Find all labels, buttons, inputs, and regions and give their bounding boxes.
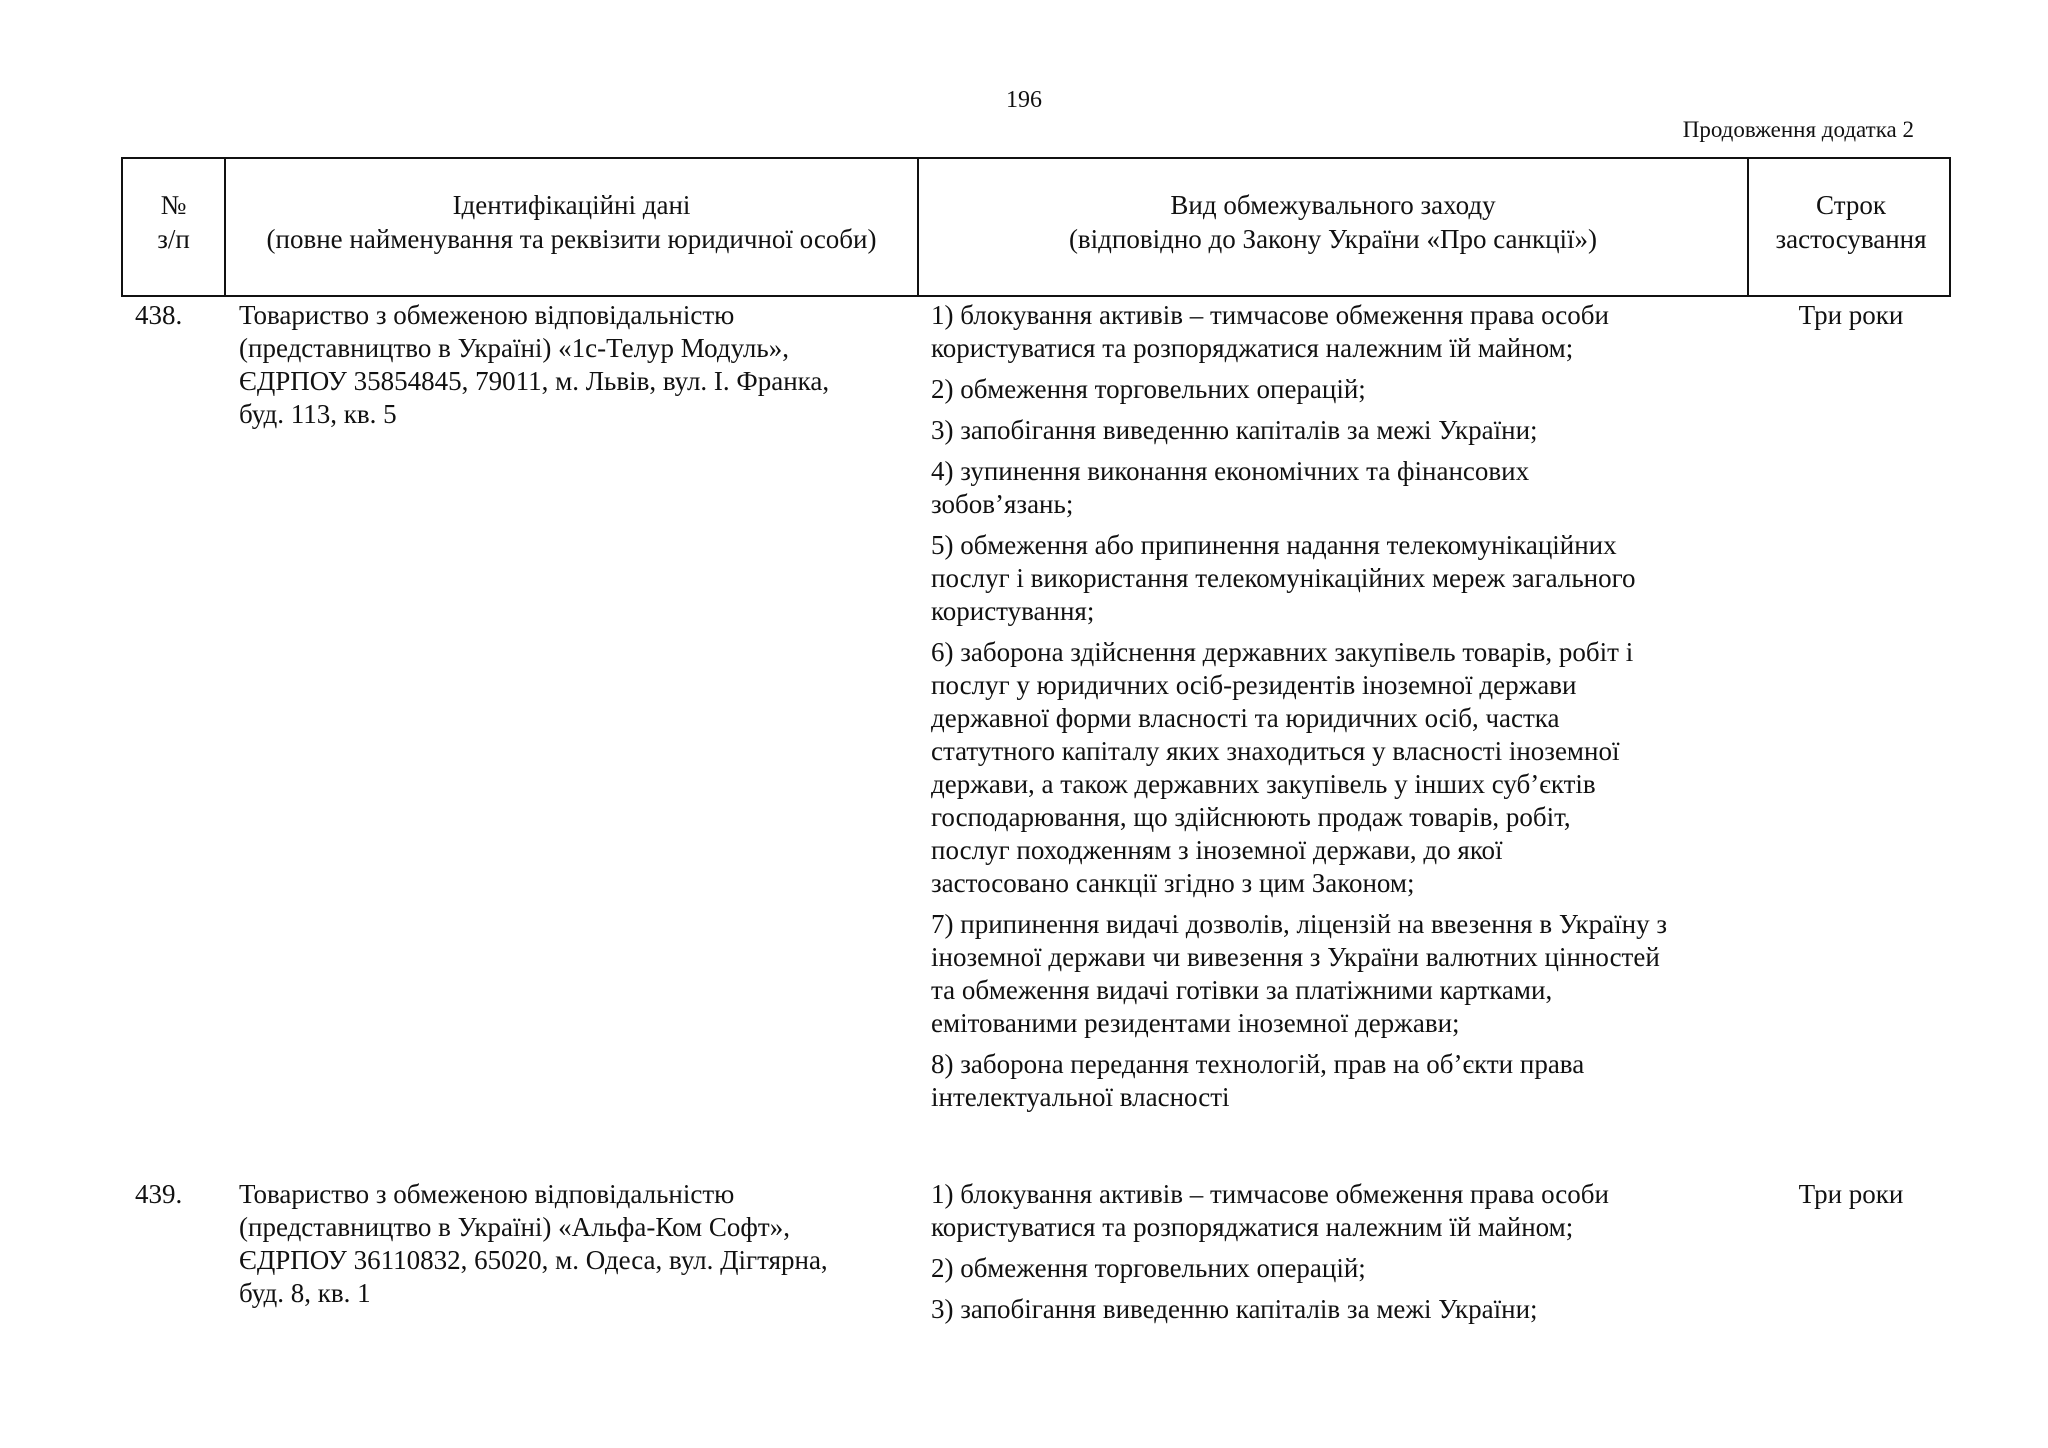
measure-line: послуг походженням з іноземної держави, до якої xyxy=(931,835,1503,865)
header-term-line-2: застосування xyxy=(1775,224,1927,254)
measure-line: іноземної держави чи вивезення з України валютних цінностей xyxy=(931,942,1660,972)
measure-item xyxy=(931,373,1733,406)
header-measure-line-1: Вид обмежувального заходу xyxy=(1170,190,1496,220)
measure-line: зобов’язань; xyxy=(931,489,1074,519)
table-row xyxy=(121,1178,1951,1334)
measure-item xyxy=(931,299,1733,365)
measure-line: послуг у юридичних осіб-резидентів іноземної держави xyxy=(931,670,1577,700)
application-term: Три роки xyxy=(1798,1179,1904,1209)
ident-line: (представництво в Україні) «1с-Телур Модуль», xyxy=(239,333,789,363)
measure-line: 2) обмеження торговельних операцій; xyxy=(931,374,1366,404)
measure-line: емітованими резидентами іноземної держави; xyxy=(931,1008,1460,1038)
measure-line: 6) заборона здійснення державних закупівель товарів, робіт і xyxy=(931,637,1634,667)
measure-line: 3) запобігання виведенню капіталів за межі України; xyxy=(931,1294,1538,1324)
restrictive-measures xyxy=(917,299,1747,1122)
header-ident xyxy=(226,159,919,295)
measure-item xyxy=(931,414,1733,447)
row-number: 439. xyxy=(135,1179,183,1209)
table-header xyxy=(121,157,1951,297)
measure-line: 7) припинення видачі дозволів, ліцензій на ввезення в Україну з xyxy=(931,909,1668,939)
table-row xyxy=(121,299,1951,1122)
ident-line: Товариство з обмеженою відповідальністю xyxy=(239,300,735,330)
measure-line: 8) заборона передання технологій, прав на об’єкти права xyxy=(931,1049,1585,1079)
identification-data xyxy=(224,1178,917,1334)
ident-line: ЄДРПОУ 36110832, 65020, м. Одеса, вул. Дігтярна, xyxy=(239,1245,828,1275)
continuation-label: Продовження додатка 2 xyxy=(1682,117,1914,142)
measure-line: послуг і використання телекомунікаційних мереж загального xyxy=(931,563,1636,593)
measure-line: 2) обмеження торговельних операцій; xyxy=(931,1253,1366,1283)
measure-line: користуватися та розпоряджатися належним їй майном; xyxy=(931,333,1574,363)
measure-line: держави, а також державних закупівель у інших суб’єктів xyxy=(931,769,1596,799)
measure-item xyxy=(931,908,1733,1040)
header-num-line-2: з/п xyxy=(157,224,190,254)
header-term-line-1: Строк xyxy=(1816,190,1886,220)
ident-line: (представництво в Україні) «Альфа-Ком Софт», xyxy=(239,1212,790,1242)
header-measure xyxy=(919,159,1749,295)
header-num-line-1: № xyxy=(160,190,187,220)
measure-line: та обмеження видачі готівки за платіжними картками, xyxy=(931,975,1553,1005)
restrictive-measures xyxy=(917,1178,1747,1334)
measure-line: 4) зупинення виконання економічних та фінансових xyxy=(931,456,1530,486)
header-measure-line-2: (відповідно до Закону України «Про санкції») xyxy=(1068,224,1598,254)
ident-line: буд. 8, кв. 1 xyxy=(239,1278,371,1308)
measure-item xyxy=(931,529,1733,628)
measure-item xyxy=(931,1252,1733,1285)
measure-item xyxy=(931,1178,1733,1244)
ident-line: буд. 113, кв. 5 xyxy=(239,399,397,429)
measure-item xyxy=(931,636,1733,900)
measure-line: 1) блокування активів – тимчасове обмеження права особи xyxy=(931,1179,1609,1209)
measure-line: 1) блокування активів – тимчасове обмеження права особи xyxy=(931,300,1609,330)
measure-item xyxy=(931,1293,1733,1326)
header-term xyxy=(1749,159,1953,295)
header-num xyxy=(123,159,226,295)
measure-line: 5) обмеження або припинення надання телекомунікаційних xyxy=(931,530,1617,560)
measure-line: 3) запобігання виведенню капіталів за межі України; xyxy=(931,415,1538,445)
application-term: Три роки xyxy=(1798,300,1904,330)
measure-item xyxy=(931,455,1733,521)
page-number: 196 xyxy=(1006,87,1042,113)
measure-line: інтелектуальної власності xyxy=(931,1082,1230,1112)
header-ident-line-1: Ідентифікаційні дані xyxy=(452,190,691,220)
measure-item xyxy=(931,1048,1733,1114)
measure-line: державної форми власності та юридичних осіб, частка xyxy=(931,703,1560,733)
ident-line: ЄДРПОУ 35854845, 79011, м. Львів, вул. І. Франка, xyxy=(239,366,830,396)
header-ident-line-2: (повне найменування та реквізити юридичної особи) xyxy=(266,224,877,254)
measure-line: господарювання, що здійснюють продаж товарів, робіт, xyxy=(931,802,1571,832)
ident-line: Товариство з обмеженою відповідальністю xyxy=(239,1179,735,1209)
measure-line: статутного капіталу яких знаходиться у власності іноземної xyxy=(931,736,1620,766)
measure-line: застосовано санкції згідно з цим Законом; xyxy=(931,868,1415,898)
identification-data xyxy=(224,299,917,1122)
row-number: 438. xyxy=(135,300,183,330)
measure-line: користуватися та розпоряджатися належним їй майном; xyxy=(931,1212,1574,1242)
measure-line: користування; xyxy=(931,596,1095,626)
